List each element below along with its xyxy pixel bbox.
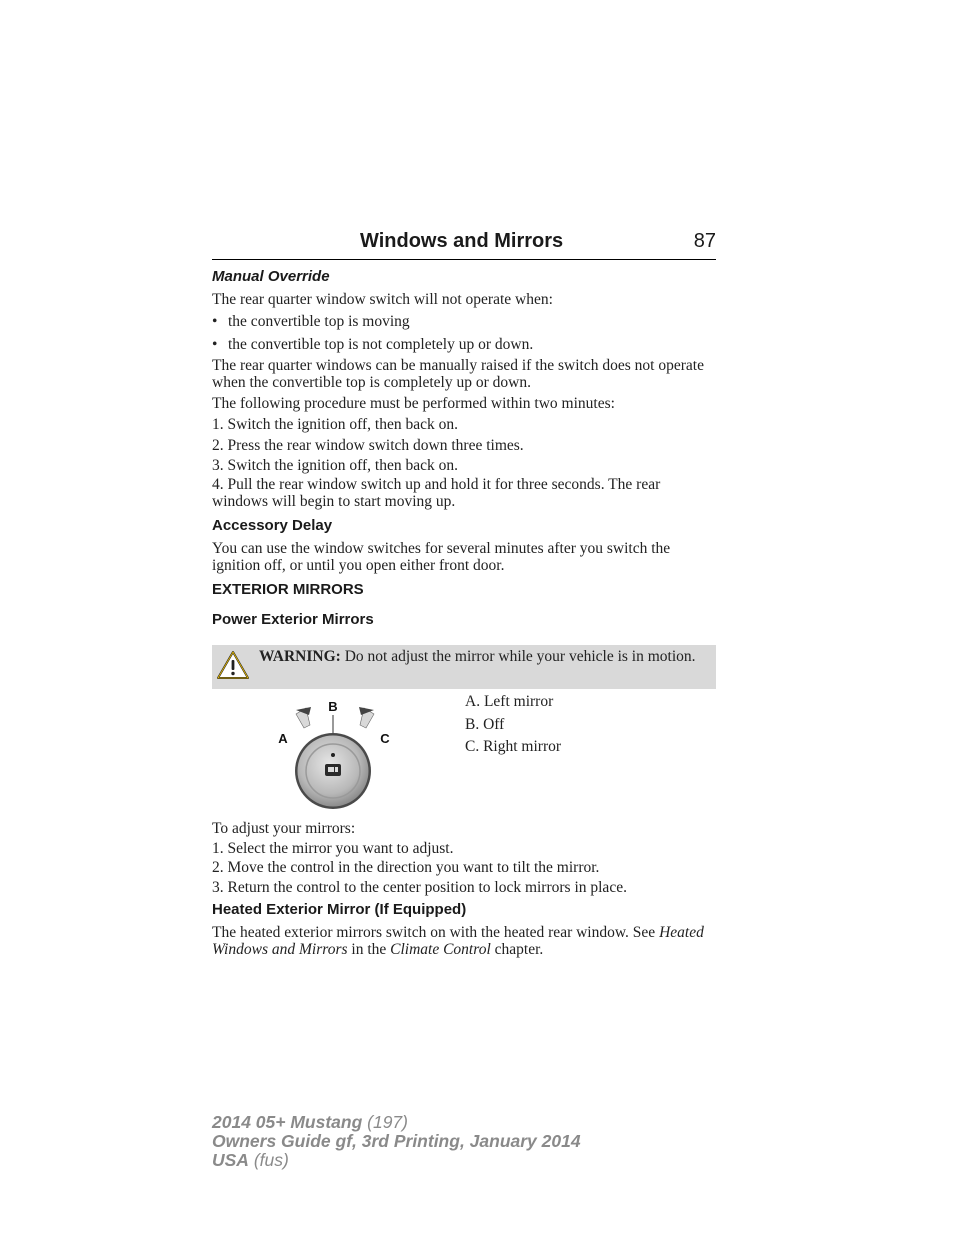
bullet-text: the convertible top is not completely up or down. <box>228 336 534 353</box>
bullet-item <box>212 336 533 354</box>
adjust-step: 1. Select the mirror you want to adjust. <box>212 840 454 857</box>
warning-box <box>212 645 716 689</box>
diagram-label-b: B <box>328 699 338 714</box>
diagram-label-c: C <box>380 731 390 746</box>
page-number: 87 <box>693 230 716 252</box>
adjust-step: 3. Return the control to the center position to lock mirrors in place. <box>212 879 627 896</box>
manual-override-intro: The rear quarter window switch will not operate when: <box>212 291 553 308</box>
adjust-intro: To adjust your mirrors: <box>212 820 356 837</box>
heading-accessory-delay: Accessory Delay <box>212 517 333 534</box>
procedure-step: 1. Switch the ignition off, then back on. <box>212 416 458 433</box>
legend-item-left-mirror: A. Left mirror <box>465 693 554 710</box>
footer-guide: Owners Guide gf, 3rd Printing, January 2014 <box>212 1131 581 1151</box>
manual-override-para1: The rear quarter windows can be manually raised if the switch does not operate when the convertible top is completely up or down. <box>212 357 704 391</box>
bullet-icon: • <box>212 336 218 353</box>
accessory-delay-text: You can use the window switches for several minutes after you switch the ignition off, or until you open either front door. <box>212 540 671 574</box>
footer-line-3 <box>212 1150 289 1171</box>
manual-override-para2: The following procedure must be performed within two minutes: <box>212 395 615 412</box>
heading-exterior-mirrors: EXTERIOR MIRRORS <box>212 581 364 598</box>
bullet-text: the convertible top is moving <box>228 313 410 330</box>
heated-text-3: chapter. <box>490 940 544 958</box>
procedure-step: 4. Pull the rear window switch up and hold it for three seconds. The rear windows will begin to start moving up. <box>212 476 661 510</box>
footer-market: USA <box>212 1150 249 1170</box>
left-arrow-icon <box>296 707 311 728</box>
page-header <box>212 228 716 260</box>
footer-model-code: (197) <box>362 1112 408 1132</box>
heading-manual-override: Manual Override <box>212 268 330 285</box>
heading-power-exterior-mirrors: Power Exterior Mirrors <box>212 611 374 628</box>
footer-model: 2014 05+ Mustang <box>212 1112 363 1132</box>
mirror-control-diagram <box>270 695 400 815</box>
bullet-item <box>212 313 410 331</box>
footer-line-2 <box>212 1131 581 1152</box>
warning-triangle-icon <box>216 649 250 681</box>
heated-text-1: The heated exterior mirrors switch on with the heated rear window. See <box>212 924 660 941</box>
procedure-step: 3. Switch the ignition off, then back on. <box>212 457 458 474</box>
right-arrow-icon <box>359 707 374 728</box>
heading-heated-mirror: Heated Exterior Mirror (If Equipped) <box>212 901 467 918</box>
heated-text-2: in the <box>347 940 391 958</box>
heated-mirror-text <box>212 925 712 958</box>
legend-item-off: B. Off <box>465 716 505 733</box>
bullet-icon: • <box>212 313 218 330</box>
footer-line-1 <box>212 1112 408 1133</box>
climate-control-reference: Climate Control <box>390 940 491 958</box>
footer-market-code: (fus) <box>248 1150 289 1170</box>
legend-item-right-mirror: C. Right mirror <box>465 738 562 755</box>
diagram-label-a: A <box>278 731 288 746</box>
section-title: Windows and Mirrors <box>360 230 564 252</box>
warning-message <box>259 647 709 666</box>
mirror-symbol-icon <box>325 764 341 776</box>
warning-text: Do not adjust the mirror while your vehicle is in motion. <box>340 648 696 665</box>
adjust-step: 2. Move the control in the direction you want to tilt the mirror. <box>212 859 600 876</box>
heated-windows-reference: Heated Windows and Mirrors <box>212 924 704 958</box>
procedure-step: 2. Press the rear window switch down three times. <box>212 437 524 454</box>
warning-label: WARNING: <box>259 648 341 665</box>
